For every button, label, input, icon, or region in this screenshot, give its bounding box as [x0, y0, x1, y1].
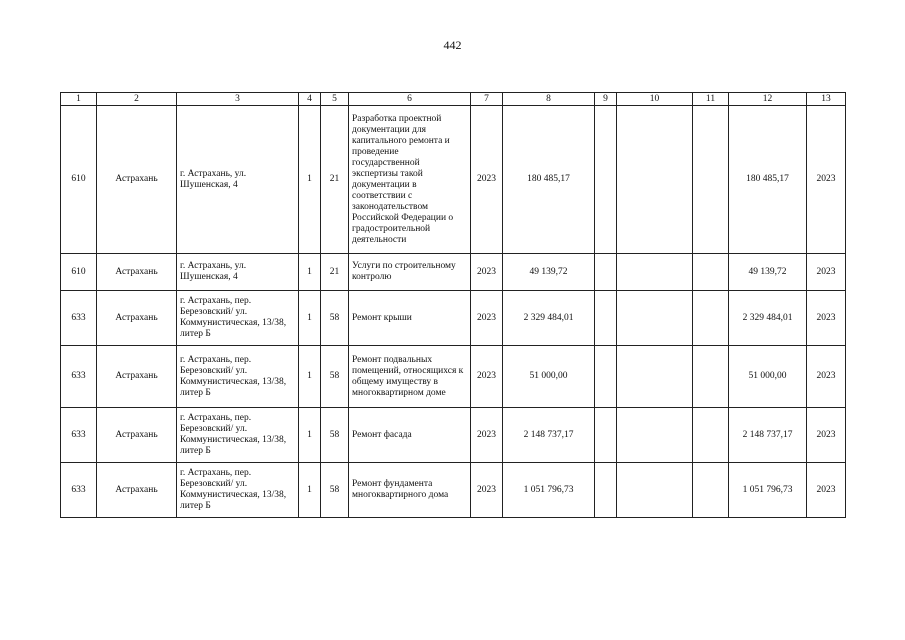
- column-number: 5: [321, 93, 349, 106]
- cell-total-cost: 49 139,72: [503, 254, 595, 291]
- cell-col4: 1: [299, 346, 321, 408]
- cell-col4: 1: [299, 463, 321, 518]
- cell-work-type: Ремонт фундамента многоквартирного дома: [349, 463, 471, 518]
- cell-col9: [595, 463, 617, 518]
- cell-col4: 1: [299, 254, 321, 291]
- cell-col11: [693, 106, 729, 254]
- cell-col4: 1: [299, 291, 321, 346]
- cell-address: г. Астрахань, пер. Березовский/ ул. Коммунистическая, 13/38, литер Б: [177, 408, 299, 463]
- cell-total-cost: 2 329 484,01: [503, 291, 595, 346]
- column-numbers-row: [61, 93, 846, 106]
- column-number: 1: [61, 93, 97, 106]
- column-number: 12: [729, 93, 807, 106]
- table-row: [61, 291, 846, 346]
- cell-col9: [595, 346, 617, 408]
- cell-year-end: 2023: [807, 106, 846, 254]
- cell-col9: [595, 291, 617, 346]
- cell-work-type: Разработка проектной документации для капитального ремонта и проведение государственной экспертизы такой документации в соответствии с законодательством Российской Федерации о градостроительной деятельности: [349, 106, 471, 254]
- cell-col9: [595, 106, 617, 254]
- table-row: [61, 346, 846, 408]
- cell-year: 2023: [471, 463, 503, 518]
- cell-col10: [617, 291, 693, 346]
- cell-city: Астрахань: [97, 346, 177, 408]
- cell-work-type: Ремонт крыши: [349, 291, 471, 346]
- cell-col5: 58: [321, 291, 349, 346]
- column-number: 11: [693, 93, 729, 106]
- cell-col10: [617, 254, 693, 291]
- cell-city: Астрахань: [97, 106, 177, 254]
- cell-col9: [595, 254, 617, 291]
- cell-col5: 58: [321, 463, 349, 518]
- cell-id: 610: [61, 106, 97, 254]
- cell-id: 633: [61, 463, 97, 518]
- cell-city: Астрахань: [97, 408, 177, 463]
- cell-col4: 1: [299, 408, 321, 463]
- cell-city: Астрахань: [97, 254, 177, 291]
- cell-col10: [617, 408, 693, 463]
- cell-total-cost: 1 051 796,73: [503, 463, 595, 518]
- cell-address: г. Астрахань, ул. Шушенская, 4: [177, 106, 299, 254]
- cell-year: 2023: [471, 291, 503, 346]
- cell-id: 610: [61, 254, 97, 291]
- cell-col5: 58: [321, 346, 349, 408]
- cell-year: 2023: [471, 106, 503, 254]
- column-number: 3: [177, 93, 299, 106]
- cell-address: г. Астрахань, ул. Шушенская, 4: [177, 254, 299, 291]
- cell-id: 633: [61, 346, 97, 408]
- cell-city: Астрахань: [97, 291, 177, 346]
- cell-year-end: 2023: [807, 463, 846, 518]
- cell-year: 2023: [471, 408, 503, 463]
- cell-work-type: Ремонт подвальных помещений, относящихся к общему имуществу в многоквартирном доме: [349, 346, 471, 408]
- cell-cost: 2 329 484,01: [729, 291, 807, 346]
- cell-col10: [617, 106, 693, 254]
- cell-col11: [693, 408, 729, 463]
- cell-year: 2023: [471, 254, 503, 291]
- cell-address: г. Астрахань, пер. Березовский/ ул. Коммунистическая, 13/38, литер Б: [177, 291, 299, 346]
- column-number: 6: [349, 93, 471, 106]
- cell-col11: [693, 254, 729, 291]
- cell-address: г. Астрахань, пер. Березовский/ ул. Коммунистическая, 13/38, литер Б: [177, 346, 299, 408]
- column-number: 2: [97, 93, 177, 106]
- cell-cost: 180 485,17: [729, 106, 807, 254]
- cell-total-cost: 180 485,17: [503, 106, 595, 254]
- cell-col4: 1: [299, 106, 321, 254]
- table-row: [61, 463, 846, 518]
- cell-city: Астрахань: [97, 463, 177, 518]
- cell-year-end: 2023: [807, 291, 846, 346]
- cell-cost: 49 139,72: [729, 254, 807, 291]
- cell-col10: [617, 463, 693, 518]
- table-row: [61, 408, 846, 463]
- cell-cost: 1 051 796,73: [729, 463, 807, 518]
- cell-col11: [693, 291, 729, 346]
- cell-total-cost: 51 000,00: [503, 346, 595, 408]
- cell-col5: 21: [321, 106, 349, 254]
- cell-year-end: 2023: [807, 408, 846, 463]
- cell-cost: 2 148 737,17: [729, 408, 807, 463]
- column-number: 7: [471, 93, 503, 106]
- cell-col5: 58: [321, 408, 349, 463]
- page-number: 442: [443, 38, 462, 52]
- cell-col9: [595, 408, 617, 463]
- cell-year-end: 2023: [807, 254, 846, 291]
- column-number: 9: [595, 93, 617, 106]
- column-number: 13: [807, 93, 846, 106]
- cell-col5: 21: [321, 254, 349, 291]
- cell-id: 633: [61, 291, 97, 346]
- cell-col11: [693, 463, 729, 518]
- cell-col10: [617, 346, 693, 408]
- cell-col11: [693, 346, 729, 408]
- column-number: 10: [617, 93, 693, 106]
- cell-work-type: Ремонт фасада: [349, 408, 471, 463]
- table-row: [61, 106, 846, 254]
- cell-id: 633: [61, 408, 97, 463]
- column-number: 4: [299, 93, 321, 106]
- cell-address: г. Астрахань, пер. Березовский/ ул. Коммунистическая, 13/38, литер Б: [177, 463, 299, 518]
- table-row: [61, 254, 846, 291]
- capital-repair-table: [60, 92, 846, 518]
- cell-year-end: 2023: [807, 346, 846, 408]
- cell-work-type: Услуги по строительному контролю: [349, 254, 471, 291]
- column-number: 8: [503, 93, 595, 106]
- cell-year: 2023: [471, 346, 503, 408]
- cell-total-cost: 2 148 737,17: [503, 408, 595, 463]
- cell-cost: 51 000,00: [729, 346, 807, 408]
